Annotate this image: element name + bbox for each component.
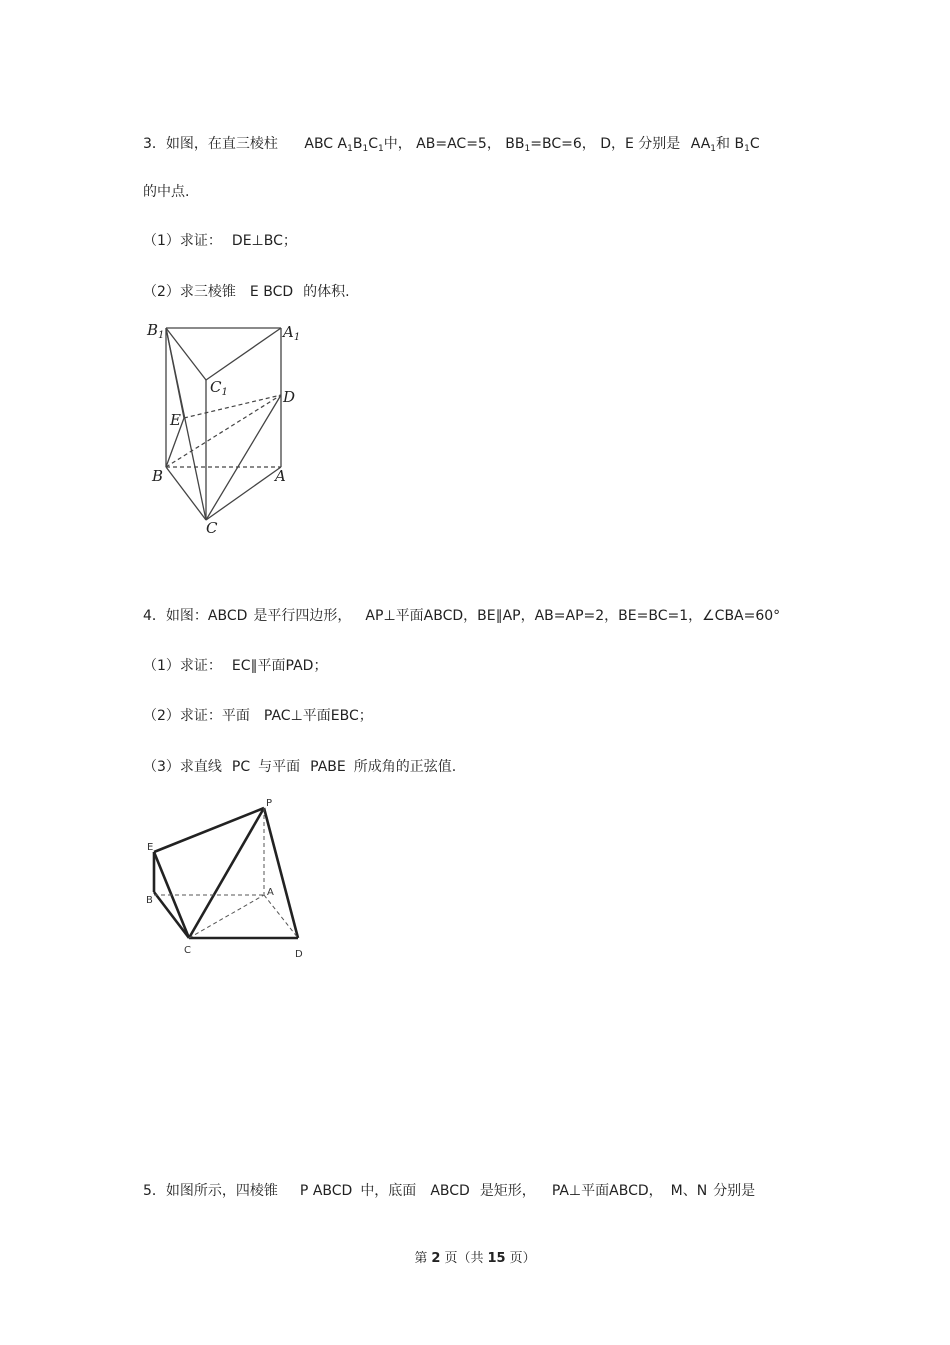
- vertex-label-B1: $B_1$: [147, 321, 165, 341]
- problem3-line2: 的中点.: [143, 184, 190, 200]
- problem3-question1: （1）求证： DE⊥BC；: [143, 233, 297, 249]
- problem4-question2: （2）求证：平面 PAC⊥平面EBC；: [143, 708, 373, 724]
- pyramid-figure: [140, 795, 320, 965]
- vertex-label-A1: $A_1$: [283, 323, 301, 343]
- problem-text: AB=AC=5: [416, 136, 487, 152]
- vertex-label-A: A: [267, 887, 274, 898]
- problem-text: ABC: [304, 136, 334, 152]
- problem-text: AA1: [690, 136, 717, 154]
- problem5-line1: 5．如图所示，四棱锥 P ABCD 中，底面 ABCD 是矩形， PA⊥平面ABCD， M、N 分别是: [143, 1183, 756, 1199]
- problem-text: BB1=BC=6: [505, 136, 582, 154]
- prism-figure: [140, 315, 340, 540]
- page-number: 2: [431, 1251, 441, 1266]
- total-pages: 15: [487, 1251, 506, 1266]
- problem-text: D，E: [600, 136, 634, 152]
- vertex-label-E: E: [170, 411, 181, 429]
- vertex-label-D: D: [283, 388, 296, 406]
- page-footer: 第 2 页（共 15 页）: [414, 1251, 536, 1266]
- problem-text: ，: [581, 136, 596, 152]
- vertex-label-B: B: [146, 895, 153, 906]
- vertex-label-D: D: [295, 949, 303, 960]
- vertex-label-C: C: [184, 945, 191, 956]
- vertex-label-C1: $C_1$: [210, 378, 228, 398]
- vertex-label-A: A: [275, 467, 286, 485]
- problem4-question1: （1）求证： EC∥平面PAD；: [143, 658, 328, 674]
- vertex-label-P: P: [266, 798, 273, 809]
- problem-number: 3．: [143, 136, 166, 152]
- problem-text: 中，: [383, 136, 412, 152]
- vertex-label-B: B: [152, 467, 164, 485]
- vertex-label-C: C: [206, 519, 218, 537]
- vertex-label-E: E: [147, 842, 154, 853]
- problem-text: ，: [486, 136, 501, 152]
- problem3-question2: （2）求三棱锥 E BCD 的体积.: [143, 284, 350, 300]
- problem-text: B1C: [734, 136, 760, 154]
- problem-text: A1B1C1: [337, 136, 384, 154]
- problem3-line1: [143, 134, 760, 156]
- problem4-line1: 4．如图：ABCD 是平行四边形， AP⊥平面ABCD，BE∥AP，AB=AP=2，BE=BC=1，∠CBA=60°: [143, 608, 781, 624]
- problem4-question3: （3）求直线 PC 与平面 PABE 所成角的正弦值.: [143, 759, 457, 775]
- problem-text: 如图，在直三棱柱: [165, 136, 278, 152]
- problem-text: 分别是: [638, 136, 681, 152]
- problem-text: 和: [716, 136, 731, 152]
